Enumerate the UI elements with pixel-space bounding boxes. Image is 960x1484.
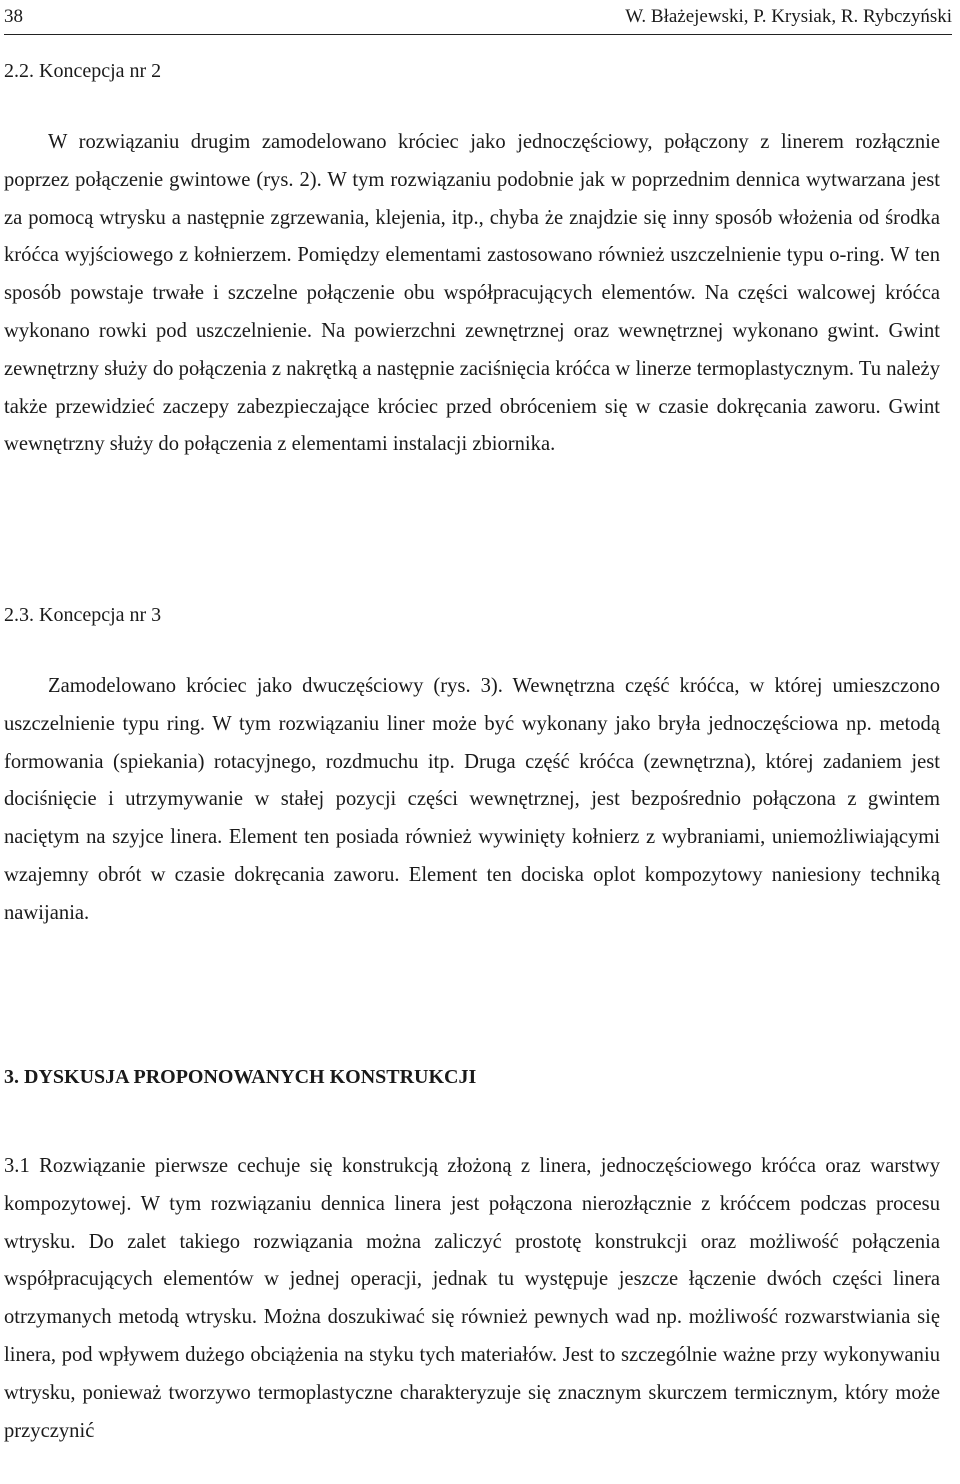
page-number: 38 bbox=[4, 6, 23, 27]
running-authors: W. Błażejewski, P. Krysiak, R. Rybczyński bbox=[625, 6, 952, 27]
section-heading: 2.2. Koncepcja nr 2 bbox=[4, 60, 162, 82]
section-3-body bbox=[4, 1148, 940, 1450]
paragraph: 3.1 Rozwiązanie pierwsze cechuje się konstrukcją złożoną z linera, jednoczęściowego króćca oraz warstwy kompozytowej. W tym rozwiązaniu dennica linera jest połączona nierozłącznie z króćcem podczas procesu wtrysku. Do zalet takiego rozwiązania można zaliczyć prostotę konstrukcji oraz możliwość połączenia współpracujących elementów w jednej operacji, jednak tu występuje jeszcze łączenie dwóch części linera otrzymanych metodą wtrysku. Można doszukiwać się również pewnych wad np. możliwość rozwarstwiania się linera, pod wpływem dużego obciążenia na styku tych materiałów. Jest to szczególnie ważne przy wykonywaniu wtrysku, ponieważ tworzywo termoplastyczne charakteryzuje się znacznym skurczem termicznym, który może przyczynić bbox=[4, 1155, 940, 1442]
section-heading: 2.3. Koncepcja nr 3 bbox=[4, 604, 162, 626]
section-3-heading-block bbox=[4, 1066, 940, 1089]
section-2-3-heading-block bbox=[4, 604, 940, 627]
section-2-2-heading-block bbox=[4, 60, 940, 83]
running-header bbox=[4, 4, 952, 35]
paragraph: Zamodelowano króciec jako dwuczęściowy (rys. 3). Wewnętrzna część króćca, w której umieszczono uszczelnienie typu ring. W tym rozwiązaniu liner może być wykonany jako bryła jednoczęściowa np. metodą formowania (spiekania) rotacyjnego, rozdmuchu itp. Druga część króćca (zewnętrzna), której zadaniem jest dociśnięcie i utrzymywanie w stałej pozycji części wewnętrznej, jest bezpośrednio połączona z gwintem naciętym na szyjce linera. Element ten posiada również wywinięty kołnierz z wybraniami, uniemożliwiającymi wzajemny obrót w czasie dokręcania zaworu. Element ten dociska oplot kompozytowy naniesiony techniką nawijania. bbox=[4, 675, 940, 924]
section-2-2-body bbox=[4, 124, 940, 464]
section-heading: 3. DYSKUSJA PROPONOWANYCH KONSTRUKCJI bbox=[4, 1066, 477, 1088]
paragraph: W rozwiązaniu drugim zamodelowano króciec jako jednoczęściowy, połączony z linerem rozłącznie poprzez połączenie gwintowe (rys. 2). W tym rozwiązaniu podobnie jak w poprzednim dennica wytwarzana jest za pomocą wtrysku a następnie zgrzewania, klejenia, itp., chyba że znajdzie się inny sposób włożenia od środka króćca wyjściowego z kołnierzem. Pomiędzy elementami zastosowano również uszczelnienie typu o-ring. W ten sposób powstaje trwałe i szczelne połączenie obu współpracujących elementów. Na części walcowej króćca wykonano rowki pod uszczelnienie. Na powierzchni zewnętrznej oraz wewnętrznej wykonano gwint. Gwint zewnętrzny służy do połączenia z nakrętką a następnie zaciśnięcia króćca w linerze termoplastycznym. Tu należy także przewidzieć zaczepy zabezpieczające króciec przed obróceniem się w czasie dokręcania zaworu. Gwint wewnętrzny służy do połączenia z elementami instalacji zbiornika. bbox=[4, 131, 940, 456]
section-2-3-body bbox=[4, 668, 940, 933]
